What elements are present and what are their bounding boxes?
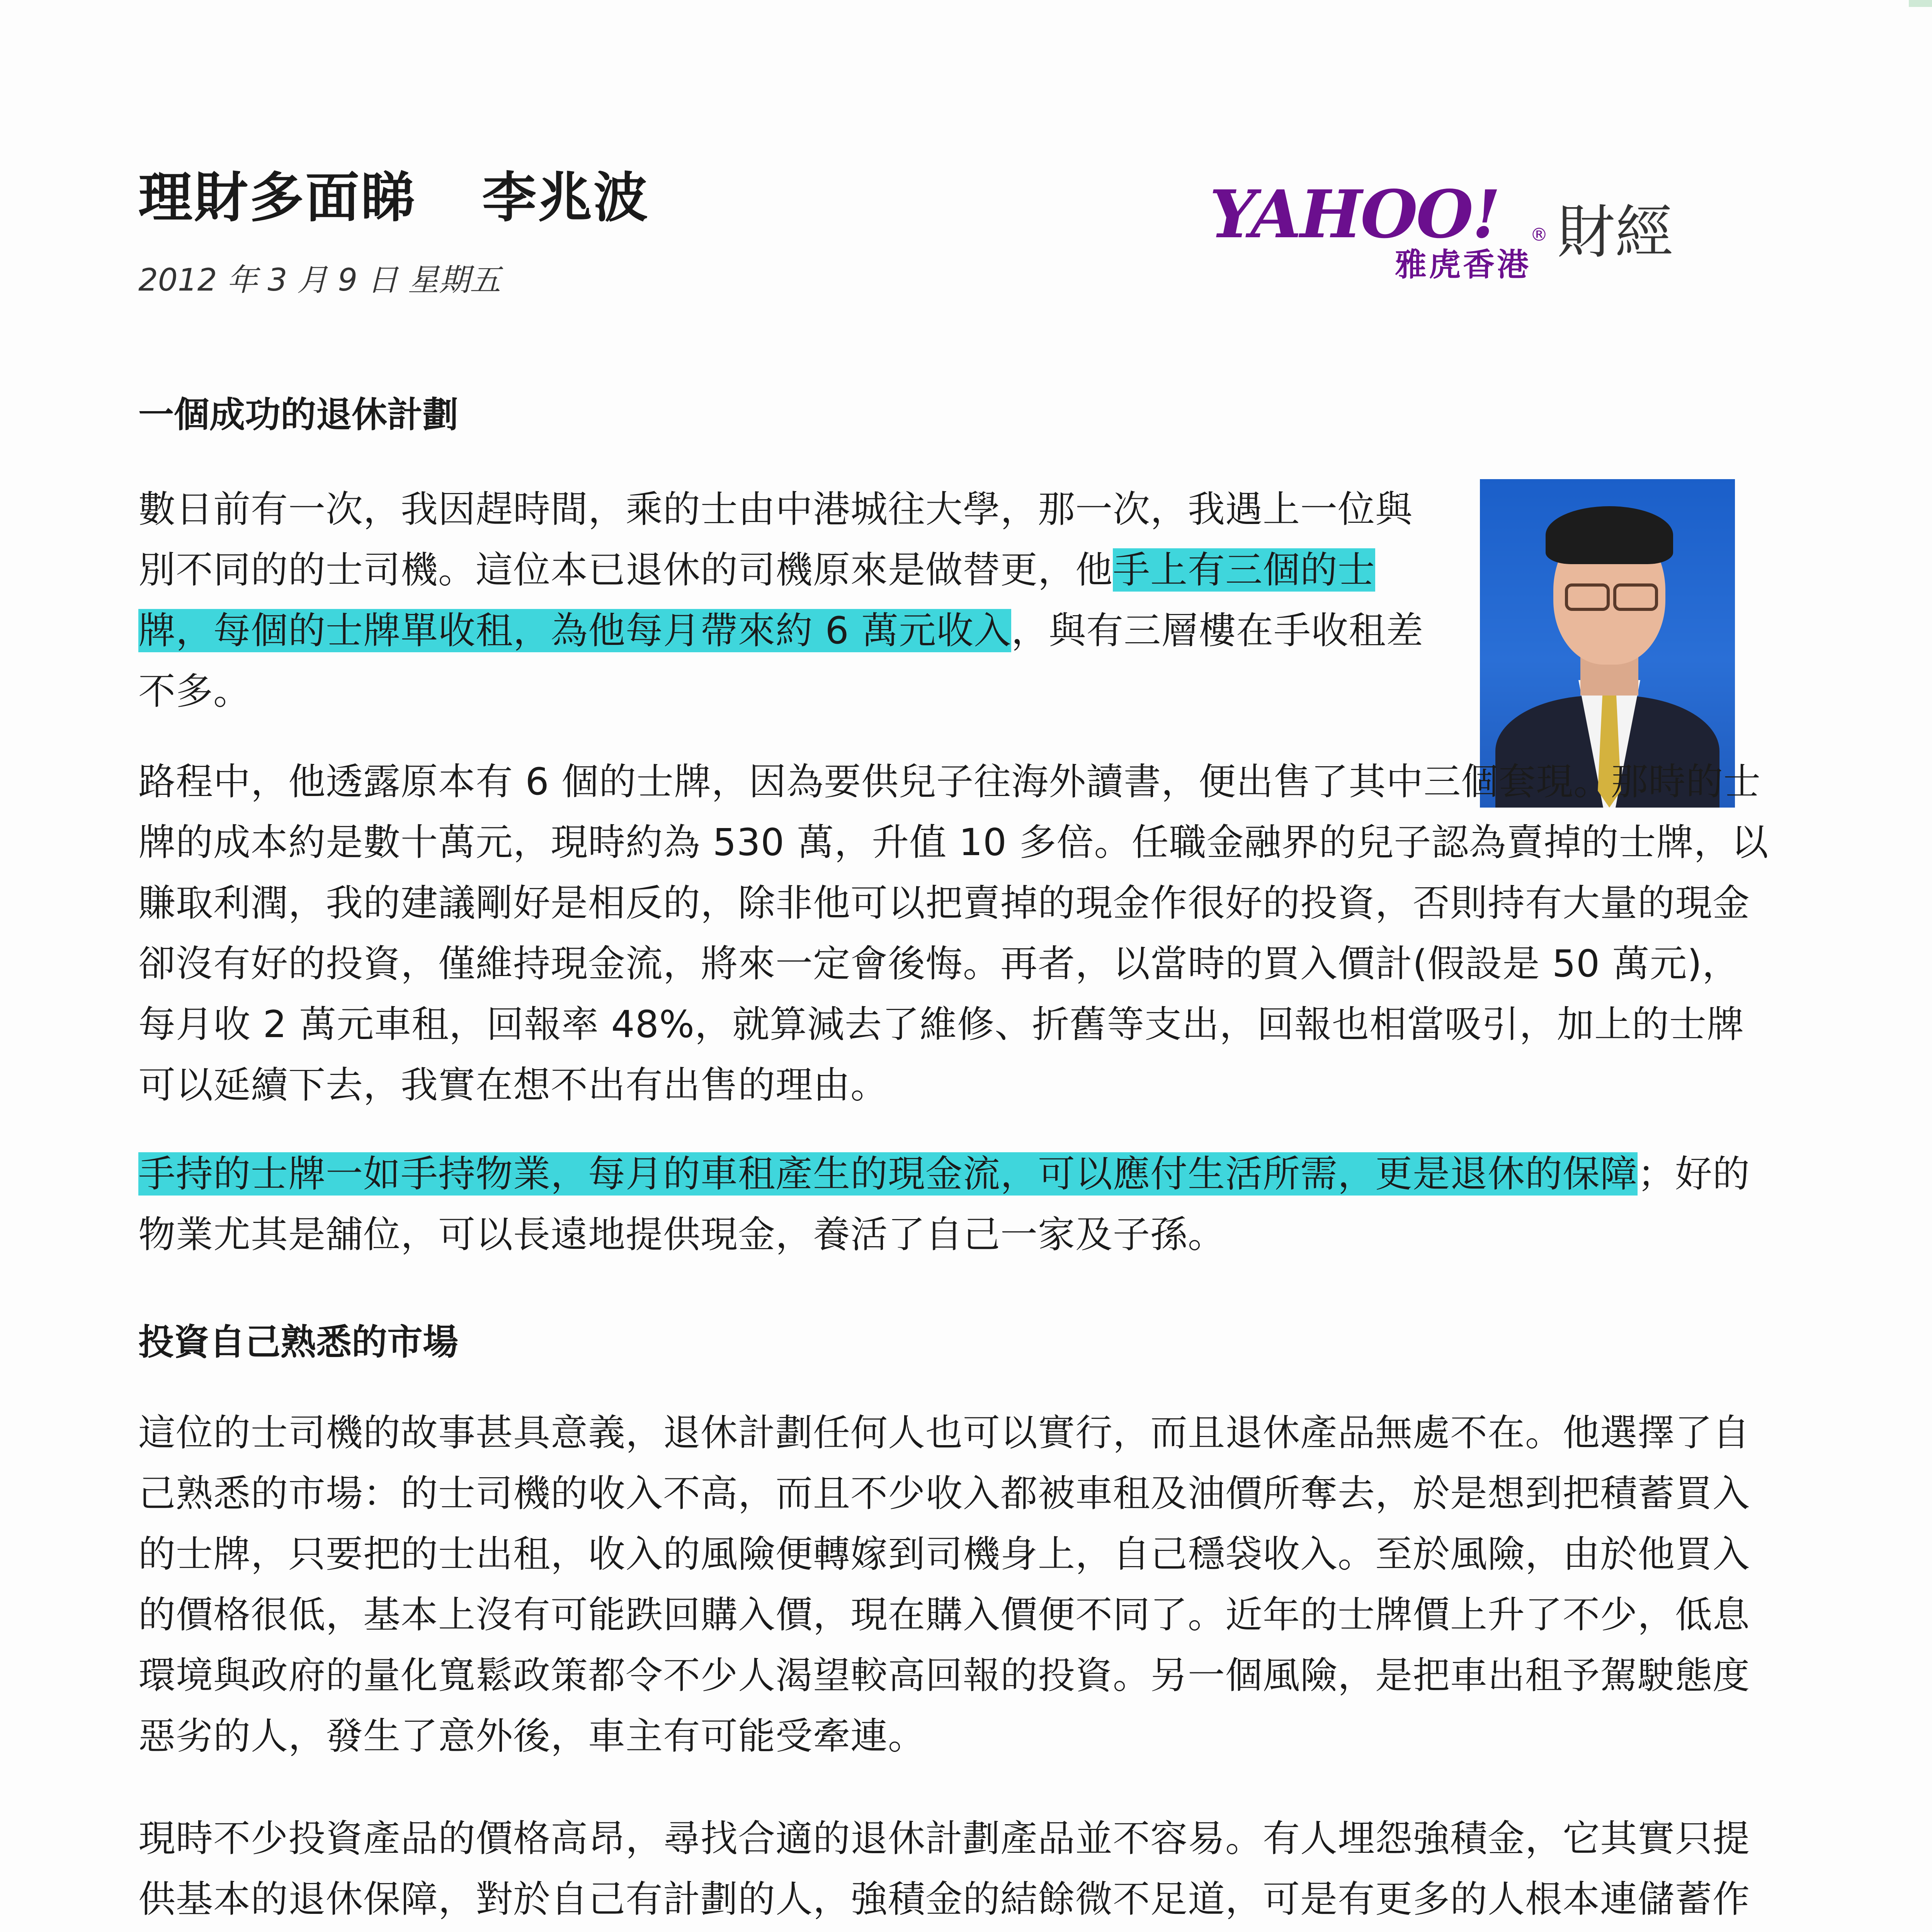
paragraph-5 bbox=[138, 1808, 1773, 1932]
photo-glasses-left bbox=[1565, 583, 1610, 611]
column-title: 理財多面睇 bbox=[138, 167, 417, 230]
paragraph-4 bbox=[138, 1403, 1773, 1767]
publish-date: 2012 年 3 月 9 日 星期五 bbox=[138, 262, 501, 298]
header-author: 李兆波 bbox=[482, 167, 650, 230]
yahoo-hk-label: 雅虎香港 bbox=[1395, 247, 1531, 283]
yahoo-wordmark: YAHOO! bbox=[1209, 176, 1499, 253]
paragraph-1-segment: 數日前有一次，我因趕時間，乘的士由中港城往大學，那一次，我遇上一位與別不同的的士司機。這位本已退休的司機原來是做替更，他 bbox=[138, 488, 1413, 592]
column-header bbox=[138, 155, 649, 232]
highlighted-text: 手上有三個的士牌，每個的士牌單收租，為他每月帶來約 6 萬元收入 bbox=[138, 548, 1375, 652]
registered-mark: ® bbox=[1530, 224, 1548, 245]
yahoo-finance-logo bbox=[1209, 176, 1692, 283]
paragraph-3 bbox=[138, 1144, 1773, 1265]
section-heading-retirement-plan: 一個成功的退休計劃 bbox=[138, 394, 459, 435]
section-heading-familiar-market: 投資自己熟悉的市場 bbox=[138, 1321, 459, 1363]
paragraph-2 bbox=[138, 752, 1773, 1116]
scan-edge-mark bbox=[1909, 0, 1932, 7]
highlighted-text: 手持的士牌一如手持物業，每月的車租產生的現金流，可以應付生活所需，更是退休的保障 bbox=[138, 1152, 1638, 1196]
paragraph-2-text: 路程中，他透露原本有 6 個的士牌，因為要供兒子往海外讀書，便出售了其中三個套現。那時的士牌的成本約是數十萬元，現時約為 530 萬，升值 10 多倍。任職金融界的兒子認為賣掉的士牌，以賺取利潤，我的建議剛好是相反的，除非他可以把賣掉的現金作很好的投資，否則持有大量的現金卻沒有好的投資，僅維持現金流，將來一定會後悔。再者，以當時的買入價計(假設是 50 萬元)，每月收 2 萬元車租，回報率 48%，就算減去了維修、折舊等支出，回報也相當吸引，加上的士牌可以延續下去，我實在想不出有出售的理由。 bbox=[138, 760, 1769, 1107]
paragraph-1-segment: ，與有三層樓在手收租差不多。 bbox=[138, 609, 1424, 713]
paragraph-3-segment: ；好的物業尤其是舖位，可以長遠地提供現金，養活了自己一家及子孫。 bbox=[138, 1152, 1750, 1256]
paragraph-5-text: 現時不少投資產品的價格高昂，尋找合適的退休計劃產品並不容易。有人埋怨強積金，它其實只提供基本的退休保障，對於自己有計劃的人，強積金的結餘微不足道，可是有更多的人根本連儲蓄作 bbox=[138, 1817, 1750, 1921]
photo-hair bbox=[1546, 506, 1673, 564]
paragraph-4-text: 這位的士司機的故事甚具意義，退休計劃任何人也可以實行，而且退休產品無處不在。他選擇了自己熟悉的市場：的士司機的收入不高，而且不少收入都被車租及油價所奪去，於是想到把積蓄買入的士牌，只要把的士出租，收入的風險便轉嫁到司機身上，自己穩袋收入。至於風險，由於他買入的價格很低，基本上沒有可能跌回購入價，現在購入價便不同了。近年的士牌價上升了不少，低息環境與政府的量化寬鬆政策都令不少人渴望較高回報的投資。另一個風險，是把車出租予駕駛態度惡劣的人，發生了意外後，車主有可能受牽連。 bbox=[138, 1411, 1750, 1758]
photo-glasses-right bbox=[1613, 583, 1658, 611]
paragraph-1 bbox=[138, 479, 1437, 722]
finance-section-label: 財經 bbox=[1557, 199, 1673, 266]
